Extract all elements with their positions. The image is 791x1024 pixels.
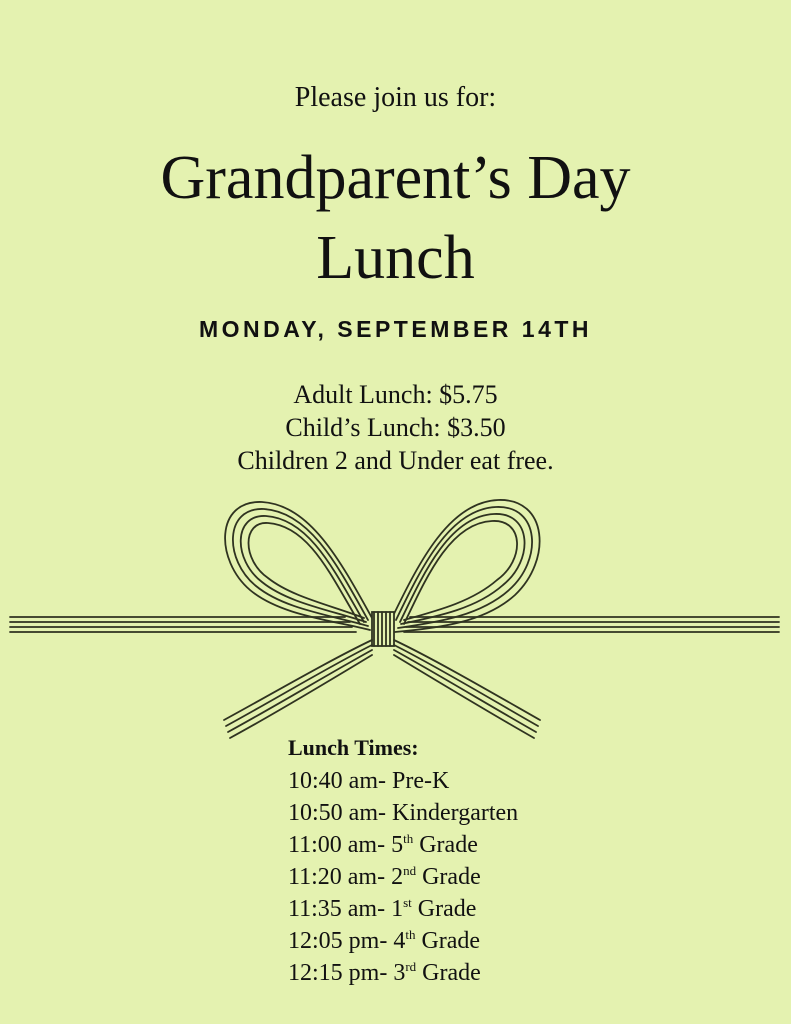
lunch-time-row: 10:50 am- Kindergarten xyxy=(288,800,519,826)
page-title xyxy=(0,138,791,298)
title-line-2: Lunch xyxy=(316,224,475,292)
lunch-times-heading: Lunch Times: xyxy=(288,735,419,760)
price-list xyxy=(0,378,791,477)
intro-text: Please join us for: xyxy=(294,82,497,113)
lunch-time-row: 12:05 pm- 4th Grade xyxy=(288,927,481,954)
event-date: MONDAY, SEPTEMBER 14TH xyxy=(198,316,593,342)
lunch-time-row: 12:15 pm- 3rd Grade xyxy=(288,959,481,986)
lunch-time-row: 11:35 am- 1st Grade xyxy=(288,895,477,922)
lunch-time-row: 11:00 am- 5th Grade xyxy=(288,831,478,858)
title-line-1: Grandparent’s Day xyxy=(160,144,631,212)
bow-ribbon-icon xyxy=(0,490,791,745)
price-under-2: Children 2 and Under eat free. xyxy=(237,446,554,475)
price-child: Child’s Lunch: $3.50 xyxy=(285,413,506,442)
lunch-times xyxy=(288,735,518,989)
lunch-time-row: 11:20 am- 2nd Grade xyxy=(288,863,481,890)
lunch-time-row: 10:40 am- Pre-K xyxy=(288,768,450,794)
price-adult: Adult Lunch: $5.75 xyxy=(293,380,498,409)
